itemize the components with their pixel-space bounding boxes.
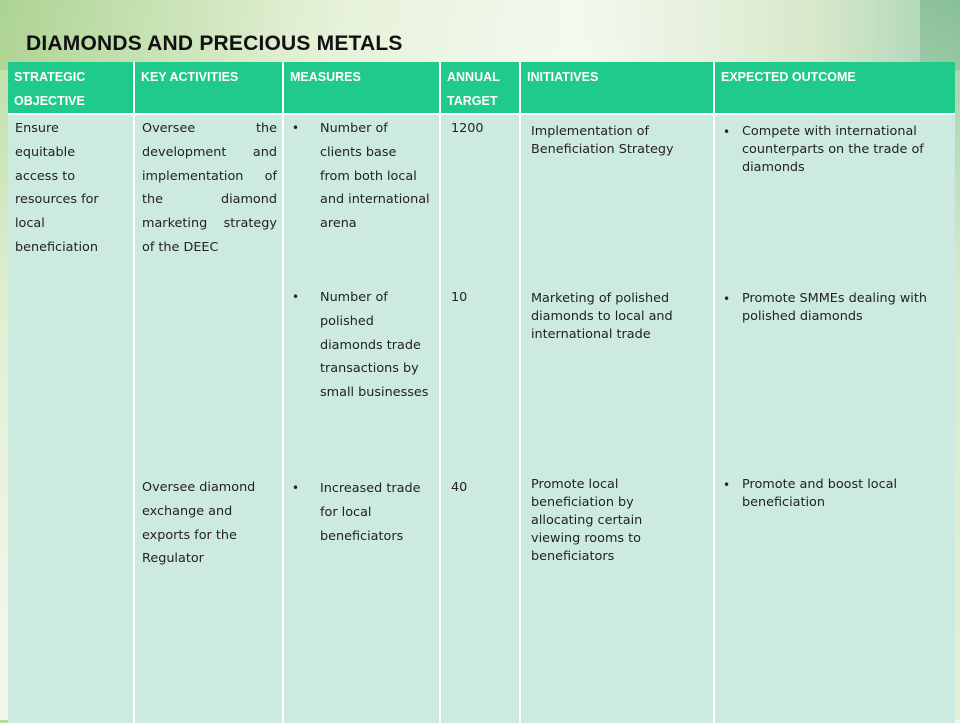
bullet-icon: • xyxy=(723,478,731,492)
bullet-icon: • xyxy=(292,121,300,135)
cell-strategic-objective xyxy=(8,114,134,723)
outcome-3 xyxy=(723,476,951,512)
initiative-2: Marketing of polished diamonds to local and international trade xyxy=(531,291,673,342)
outcome-2-text: Promote SMMEs dealing with polished diamonds xyxy=(742,291,927,324)
outcome-3-text: Promote and boost local beneficiation xyxy=(742,477,898,510)
outcome-1 xyxy=(723,123,951,177)
header-initiatives: INITIATIVES xyxy=(520,62,714,114)
cell-annual-target xyxy=(440,114,520,723)
measure-3-text: Increased trade for local beneficiators xyxy=(320,481,421,544)
slide-title: DIAMONDS AND PRECIOUS METALS xyxy=(26,32,403,55)
outcome-2 xyxy=(723,290,951,326)
cell-measures xyxy=(283,114,440,723)
measure-2-text: Number of polished diamonds trade transactions by small businesses xyxy=(320,290,429,401)
outcome-1-text: Compete with international counterparts on the trade of diamonds xyxy=(742,124,924,175)
header-measures: MEASURES xyxy=(283,62,440,114)
table-header-row xyxy=(8,62,955,114)
measure-1 xyxy=(284,117,436,236)
bullet-icon: • xyxy=(723,292,731,306)
measure-3 xyxy=(284,477,436,548)
key-activity-2: Oversee diamond exchange and exports for the Regulator xyxy=(142,480,256,567)
bullet-icon: • xyxy=(292,481,300,495)
cell-initiatives xyxy=(520,114,714,723)
strategic-objective-text: Ensure equitable access to resources for local beneficiation xyxy=(15,121,99,255)
annual-target-2: 10 xyxy=(451,290,468,305)
table-row xyxy=(8,114,955,723)
header-annual-target: ANNUAL TARGET xyxy=(440,62,520,114)
strategy-table xyxy=(8,62,955,723)
header-key-activities: KEY ACTIVITIES xyxy=(134,62,283,114)
initiative-3: Promote local beneficiation by allocating certain viewing rooms to beneficiators xyxy=(531,477,643,564)
header-expected-outcome: EXPECTED OUTCOME xyxy=(714,62,955,114)
cell-expected-outcome xyxy=(714,114,955,723)
initiative-1: Implementation of Beneficiation Strategy xyxy=(531,124,674,157)
annual-target-1: 1200 xyxy=(451,121,484,136)
cell-key-activities xyxy=(134,114,283,723)
measure-2 xyxy=(284,286,436,405)
measure-1-text: Number of clients base from both local and international arena xyxy=(320,121,430,232)
bullet-icon: • xyxy=(723,125,731,139)
annual-target-3: 40 xyxy=(451,480,468,495)
header-strategic-objective: STRATEGIC OBJECTIVE xyxy=(8,62,134,114)
key-activity-1: Oversee the development and implementation of the diamond marketing strategy of the DEEC xyxy=(142,121,277,255)
bullet-icon: • xyxy=(292,290,300,304)
